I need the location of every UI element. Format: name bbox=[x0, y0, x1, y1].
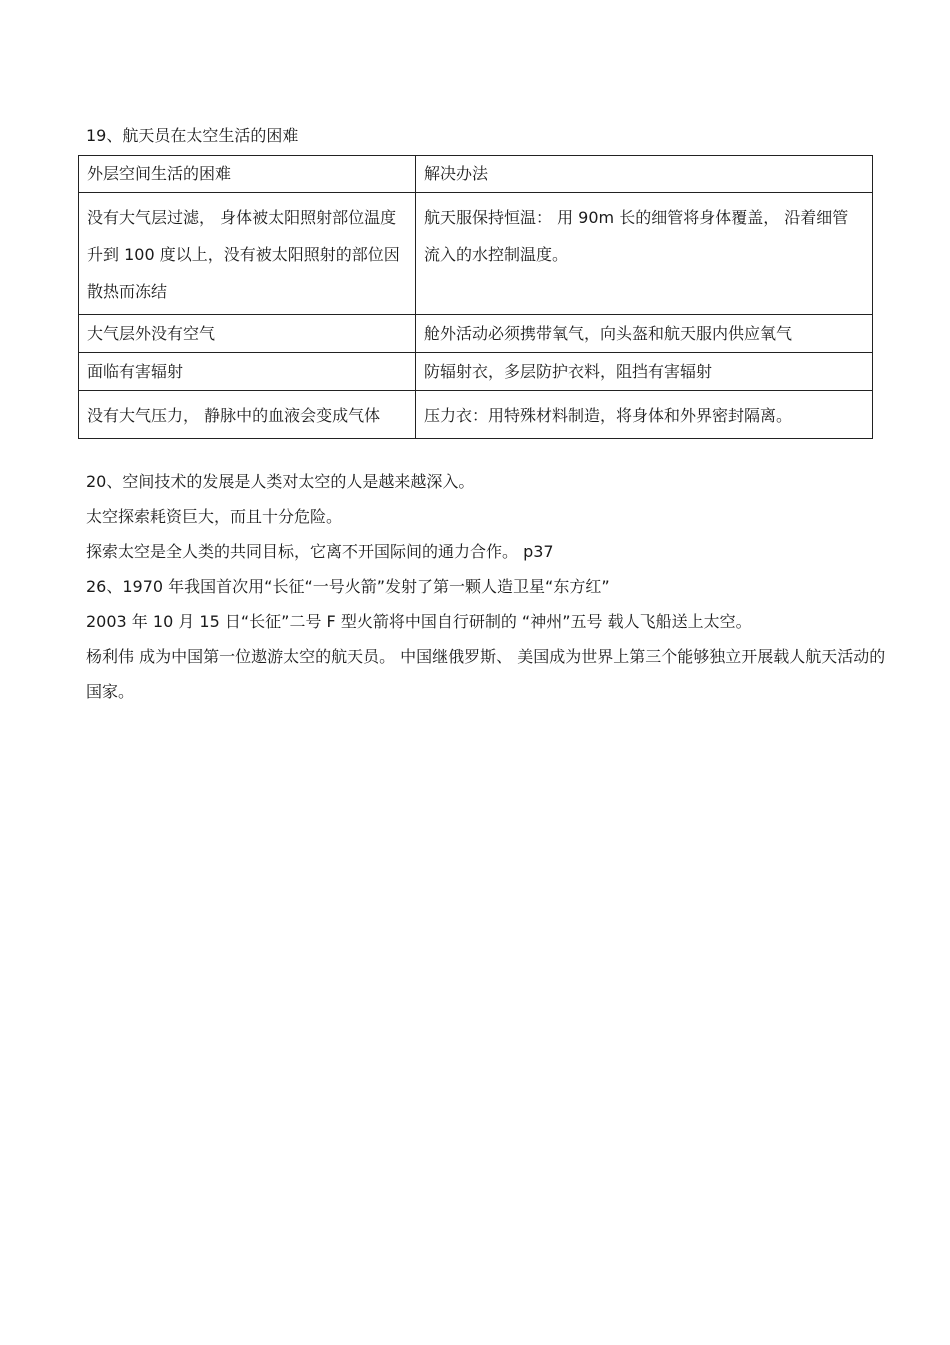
table-cell-solution: 压力衣：用特殊材料制造，将身体和外界密封隔离。 bbox=[416, 391, 873, 439]
table-cell-difficulty: 大气层外没有空气 bbox=[79, 315, 416, 353]
table-cell-difficulty: 面临有害辐射 bbox=[79, 353, 416, 391]
section-heading-19: 19、航天员在太空生活的困难 bbox=[86, 126, 299, 145]
paragraph-20-cost: 太空探索耗资巨大，而且十分危险。 bbox=[86, 507, 343, 526]
table-header-row bbox=[79, 156, 873, 193]
table-cell-solution: 防辐射衣，多层防护衣料，阻挡有害辐射 bbox=[416, 353, 873, 391]
paragraph-26-yang-liwei: 杨利伟 成为中国第一位遨游太空的航天员。 中国继俄罗斯、 美国成为世界上第三个能够独立开展载人航天活动的国家。 bbox=[86, 647, 886, 701]
paragraph-20: 20、空间技术的发展是人类对太空的人是越来越深入。 bbox=[86, 472, 475, 491]
header-solution: 解决办法 bbox=[416, 156, 873, 193]
table-cell-solution: 航天服保持恒温： 用 90m 长的细管将身体覆盖， 沿着细管流入的水控制温度。 bbox=[416, 193, 873, 315]
table-row bbox=[79, 315, 873, 353]
difficulties-table bbox=[78, 155, 873, 439]
paragraph-26: 26、1970 年我国首次用“长征“一号火箭”发射了第一颗人造卫星“东方红” bbox=[86, 577, 610, 596]
table-row bbox=[79, 391, 873, 439]
table-cell-difficulty: 没有大气层过滤， 身体被太阳照射部位温度升到 100 度以上，没有被太阳照射的部位因散热而冻结 bbox=[79, 193, 416, 315]
table-cell-solution: 舱外活动必须携带氧气，向头盔和航天服内供应氧气 bbox=[416, 315, 873, 353]
table-cell-difficulty: 没有大气压力， 静脉中的血液会变成气体 bbox=[79, 391, 416, 439]
table-row bbox=[79, 193, 873, 315]
body-text bbox=[86, 464, 886, 709]
header-difficulty: 外层空间生活的困难 bbox=[79, 156, 416, 193]
paragraph-26-shenzhou: 2003 年 10 月 15 日“长征”二号 F 型火箭将中国自行研制的 “神州”五号 载人飞船送上太空。 bbox=[86, 612, 752, 631]
paragraph-20-cooperation: 探索太空是全人类的共同目标，它离不开国际间的通力合作。 p37 bbox=[86, 542, 554, 561]
table-row bbox=[79, 353, 873, 391]
